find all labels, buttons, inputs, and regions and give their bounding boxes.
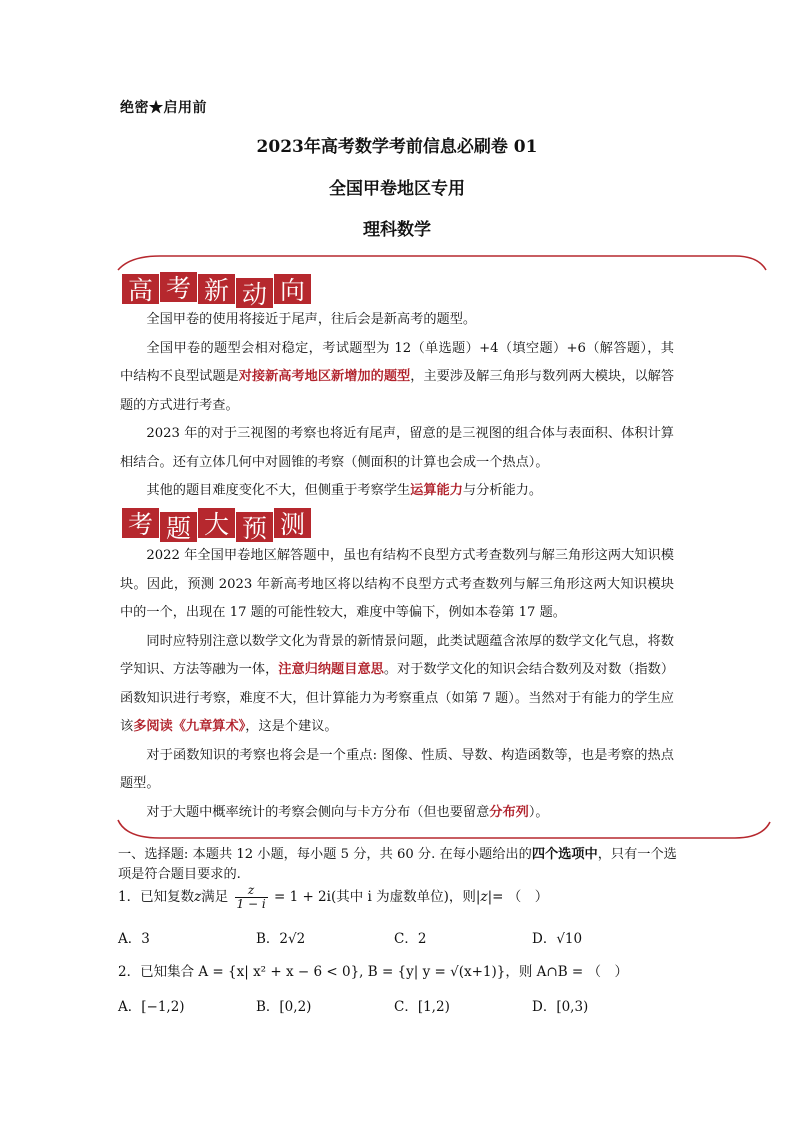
paragraph: 2022 年全国甲卷地区解答题中，虽也有结构不良型方式考查数列与解三角形这两大知识模块。因此，预测 2023 年新高考地区将以结构不良型方式考查数列与解三角形这两大知识模块中的一个，出现在 17 题的可能性较大，难度中等偏下，例如本卷第 17 题。 [120, 548, 674, 620]
banner-char: 动 [236, 278, 273, 308]
option-a[interactable]: A．[−1,2) [118, 999, 185, 1015]
section-new-trends-body [120, 306, 674, 506]
section-predictions-body [120, 542, 674, 827]
option-b[interactable]: B．[0,2) [256, 999, 312, 1015]
banner-char: 考 [160, 272, 197, 302]
paragraph: 全国甲卷的题型会相对稳定，考试题型为 12（单选题）+4（填空题）+6（解答题），其中结构不良型试题是对接新高考地区新增加的题型，主要涉及解三角形与数列两大模块，以解答题的方式进行考查。 [120, 340, 675, 413]
banner-char: 考 [122, 508, 159, 538]
confidential-mark: 绝密★启用前 [120, 100, 207, 116]
exam-region: 全国甲卷地区专用 [329, 179, 465, 199]
highlight-text: 运算能力 [410, 483, 463, 498]
option-c[interactable]: C．2 [394, 931, 427, 947]
option-a[interactable]: A．3 [118, 931, 150, 947]
exam-title: 2023年高考数学考前信息必刷卷 01 [256, 137, 538, 157]
banner-char: 大 [198, 508, 235, 538]
highlight-text: 分布列 [489, 804, 529, 820]
option-d[interactable]: D．√10 [532, 931, 583, 947]
highlight-text: 对接新高考地区新增加的题型 [238, 369, 411, 384]
question-2: 2．已知集合 A = {x| x² + x − 6 < 0}, B = {y| y = √(x+1)}，则 A∩B = （ ） [118, 964, 629, 980]
section-instructions: 一、选择题: 本题共 12 小题，每小题 5 分，共 60 分. 在每小题给出的四个选项中，只有一个选项是符合题目要求的. [118, 847, 677, 882]
banner-char: 高 [122, 274, 159, 304]
question-1-options [118, 927, 678, 947]
paragraph: 2023 年的对于三视图的考察也将近有尾声，留意的是三视图的组合体与表面积、体积计算相结合。还有立体几何中对圆锥的考察（侧面积的计算也会成一个热点）。 [120, 426, 674, 470]
option-d[interactable]: D．[0,3) [532, 999, 589, 1015]
paragraph: 全国甲卷的使用将接近于尾声，往后会是新高考的题型。 [146, 312, 477, 327]
question-2-options [118, 995, 678, 1015]
banner-new-trends [122, 274, 312, 309]
banner-char: 预 [236, 512, 273, 542]
highlight-text: 注意归纳题目意思 [278, 662, 384, 677]
fraction: $\frac{z}{1 - i}$ [236, 883, 266, 911]
option-c[interactable]: C．[1,2) [394, 999, 450, 1015]
exam-subject: 理科数学 [363, 220, 431, 240]
top-arc-divider [0, 248, 794, 308]
question-1: 1．已知复数z满足 $\frac{z}{1 - i}$ = 1 + 2i(其中 i 为虚数单位)，则|z|= （ ） [118, 883, 549, 911]
highlight-text: 多阅读《九章算术》 [133, 719, 246, 734]
paragraph: 其他的题目难度变化不大，但侧重于考察学生运算能力与分析能力。 [146, 483, 543, 498]
banner-char: 测 [274, 508, 311, 538]
banner-char: 向 [274, 274, 311, 304]
paragraph: 对于大题中概率统计的考察会侧向与卡方分布（但也要留意分布列）。 [146, 804, 549, 820]
banner-char: 新 [198, 274, 235, 304]
paragraph: 对于函数知识的考察也将会是一个重点: 图像、性质、导数、构造函数等，也是考察的热点题型。 [120, 747, 674, 791]
banner-predictions [122, 508, 312, 543]
banner-char: 题 [160, 512, 197, 542]
option-b[interactable]: B．2√2 [256, 931, 306, 947]
paragraph: 同时应特别注意以数学文化为背景的新情景问题，此类试题蕴含浓厚的数学文化气息，将数学知识、方法等融为一体，注意归纳题目意思。对于数学文化的知识会结合数列及对数（指数）函数知识进行考察，难度不大，但计算能力为考察重点（如第 7 题）。当然对于有能力的学生应该多阅读《九章算术》，这是个建议。 [120, 633, 675, 734]
